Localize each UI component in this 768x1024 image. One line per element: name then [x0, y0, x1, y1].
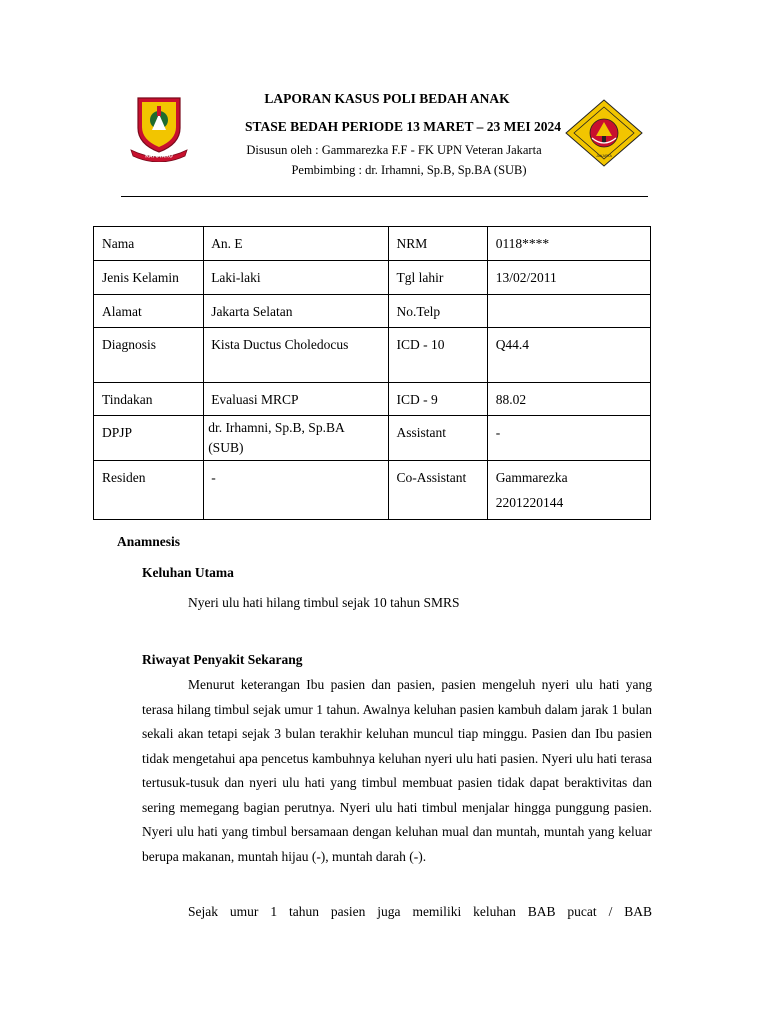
row-label: Residen: [94, 461, 204, 520]
table-row: [94, 295, 651, 328]
row-value-multiline: [487, 461, 650, 520]
subsection-heading-rps: Riwayat Penyakit Sekarang: [142, 652, 303, 667]
row-value: Jakarta Selatan: [204, 295, 388, 328]
row-label: Nama: [94, 227, 204, 261]
table-row: [94, 416, 651, 461]
row-value: 13/02/2011: [487, 261, 650, 295]
row-label: ICD - 10: [388, 328, 487, 383]
svg-text:KAYUTARO: KAYUTARO: [145, 153, 173, 160]
row-label: Assistant: [388, 416, 487, 461]
row-value: Laki-laki: [204, 261, 388, 295]
row-value: Q44.4: [487, 328, 650, 383]
row-label: Alamat: [94, 295, 204, 328]
rps-paragraph-2: Sejak umur 1 tahun pasien juga memiliki keluhan BAB pucat / BAB: [188, 904, 652, 919]
supervisor-line: Pembimbing : dr. Irhamni, Sp.B, Sp.BA (SUB): [291, 163, 527, 177]
table-row: [94, 261, 651, 295]
table-row: [94, 227, 651, 261]
header-divider: [121, 196, 648, 197]
keluhan-utama-text: Nyeri ulu hati hilang timbul sejak 10 tahun SMRS: [188, 595, 460, 610]
row-label: Tindakan: [94, 383, 204, 416]
table-row: [94, 461, 651, 520]
section-heading-anamnesis: Anamnesis: [117, 534, 181, 549]
row-label: No.Telp: [388, 295, 487, 328]
row-label: ICD - 9: [388, 383, 487, 416]
row-label: Tgl lahir: [388, 261, 487, 295]
co-assistant-id: 2201220144: [495, 495, 564, 510]
table-row: [94, 383, 651, 416]
subsection-heading-keluhan: Keluhan Utama: [142, 565, 234, 580]
svg-text:JAKARTA: JAKARTA: [596, 154, 612, 158]
table-row: [94, 328, 651, 383]
row-value: Kista Ductus Choledocus: [204, 328, 388, 383]
report-title: LAPORAN KASUS POLI BEDAH ANAK: [264, 91, 510, 106]
row-value: 88.02: [487, 383, 650, 416]
rps-paragraph-1: Menurut keterangan Ibu pasien dan pasien, pasien mengeluh nyeri ulu hati yang terasa hilang timbul sejak umur 1 tahun. Awalnya keluhan pasien kambuh dalam jarak 1 bulan sekali akan tetapi sejak 3 bulan terakhir keluhan muncul tiap minggu. Pasien dan Ibu pasien tidak mengetahui apa pencetus kambuhnya keluhan nyeri ulu hati pasien. Nyeri ulu hati terasa tertusuk-tusuk dan nyeri ulu hati yang timbul membuat pasien tidak dapat beraktivitas dan sering memegang bagian perutnya. Nyeri ulu hati timbul menjalar hingga punggung pasien. Nyeri ulu hati yang timbul bersamaan dengan keluhan mual dan muntah, muntah yang keluar berupa makanan, muntah hijau (-), muntah darah (-).: [142, 677, 652, 864]
row-label: Diagnosis: [94, 328, 204, 383]
row-value: dr. Irhamni, Sp.B, Sp.BA (SUB): [204, 416, 388, 461]
report-subtitle: STASE BEDAH PERIODE 13 MARET – 23 MEI 2024: [244, 119, 562, 134]
row-label: NRM: [388, 227, 487, 261]
row-label: Co-Assistant: [388, 461, 487, 520]
author-line: Disusun oleh : Gammarezka F.F - FK UPN Veteran Jakarta: [246, 143, 542, 157]
row-label: Jenis Kelamin: [94, 261, 204, 295]
row-value: 0118****: [487, 227, 650, 261]
co-assistant-name: Gammarezka: [495, 470, 568, 485]
row-value: Evaluasi MRCP: [204, 383, 388, 416]
row-value: -: [487, 416, 650, 461]
row-value: -: [204, 461, 388, 520]
row-value: [487, 295, 650, 328]
row-value: An. E: [204, 227, 388, 261]
patient-info-table: [93, 226, 651, 520]
row-label: DPJP: [94, 416, 204, 461]
